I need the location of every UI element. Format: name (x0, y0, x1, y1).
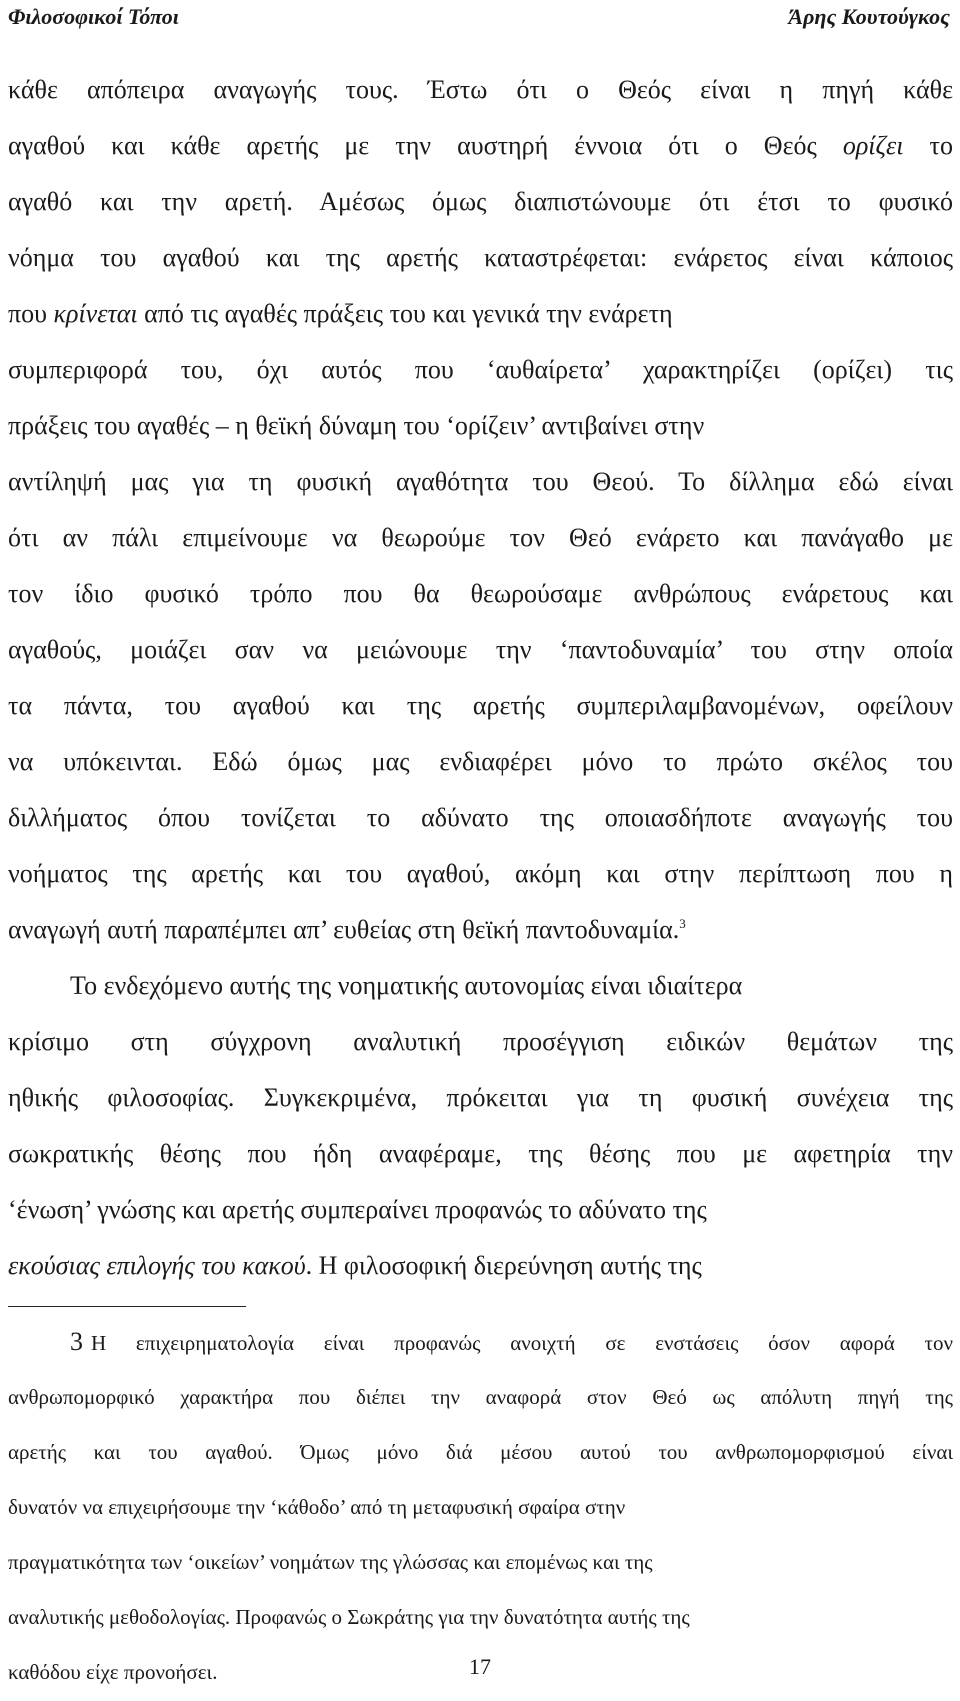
text-line: αγαθό και την αρετή. Αμέσως όμως διαπιστώνουμε ότι έτσι το φυσικό (8, 187, 953, 216)
text-line: αναγωγή αυτή παραπέμπει απ’ ευθείας στη θεϊκή παντοδυναμία.$^3$ (8, 915, 686, 944)
footnote-line: καθόδου είχε προνοήσει. (8, 1660, 218, 1684)
text-line: κρίσιμο στη σύγχρονη αναλυτική προσέγγιση ειδικών θεμάτων της (8, 1027, 953, 1056)
text-line: αγαθού και κάθε αρετής με την αυστηρή έννοια ότι ο Θεός ορίζει το (8, 131, 953, 160)
body-text (8, 62, 953, 1294)
text-line: σωκρατικής θέσης που ήδη αναφέραμε, της θέσης που με αφετηρία την (8, 1139, 953, 1168)
footnotes (8, 1316, 953, 1701)
text-line: ότι αν πάλι επιμείνουμε να θεωρούμε τον Θεό ενάρετο και πανάγαθο με (8, 523, 953, 552)
text-line: να υπόκεινται. Εδώ όμως μας ενδιαφέρει μόνο το πρώτο σκέλος του (8, 747, 953, 776)
footnote-line: ανθρωπομορφικό χαρακτήρα που διέπει την αναφορά στον Θεό ως απόλυτη πηγή της (8, 1385, 953, 1409)
footnote-line: πραγματικότητα των ‘οικείων’ νοημάτων της γλώσσας και επομένως και της (8, 1550, 653, 1574)
footnote-number: 3 (70, 1327, 83, 1356)
text-line: συμπεριφορά του, όχι αυτός που ‘αυθαίρετα’ χαρακτηρίζει (ορίζει) τις (8, 355, 953, 384)
text-line: που κρίνεται από τις αγαθές πράξεις του και γενικά την ενάρετη (8, 299, 673, 328)
header-journal-title: Φιλοσοφικοί Τόποι (8, 4, 179, 29)
text-line: αντίληψή μας για τη φυσική αγαθότητα του Θεού. Το δίλλημα εδώ είναι (8, 467, 953, 496)
footnote-reference[interactable]: 3 (679, 916, 686, 931)
text-line: νοήματος της αρετής και του αγαθού, ακόμη και στην περίπτωση που η (8, 859, 953, 888)
text-line: ηθικής φιλοσοφίας. Συγκεκριμένα, πρόκειται για τη φυσική συνέχεια της (8, 1083, 953, 1112)
text-line: πράξεις του αγαθές – η θεϊκή δύναμη του ‘ορίζειν’ αντιβαίνει στην (8, 411, 705, 440)
running-header (8, 4, 950, 34)
emphasis: κρίνεται (53, 299, 138, 328)
text-line: ‘ένωση’ γνώσης και αρετής συμπεραίνει προφανώς το αδύνατο της (8, 1195, 707, 1224)
footnote-line: 3 Η επιχειρηματολογία είναι προφανώς ανοιχτή σε ενστάσεις όσον αφορά τον (8, 1316, 953, 1371)
emphasis: ορίζει (842, 131, 904, 160)
page-number: 17 (469, 1654, 491, 1679)
text-line: εκούσιας επιλογής του κακού. Η φιλοσοφική διερεύνηση αυτής της (8, 1251, 702, 1280)
text-line: τα πάντα, του αγαθού και της αρετής συμπεριλαμβανομένων, οφείλουν (8, 691, 953, 720)
footnote-line: αναλυτικής μεθοδολογίας. Προφανώς ο Σωκράτης για την δυνατότητα αυτής της (8, 1605, 690, 1629)
text-line: κάθε απόπειρα αναγωγής τους. Έστω ότι ο Θεός είναι η πηγή κάθε (8, 75, 953, 104)
footnote-separator (8, 1306, 246, 1307)
emphasis: εκούσιας επιλογής του κακού (8, 1251, 306, 1280)
header-author: Άρης Κουτούγκος (788, 4, 950, 29)
footnote-line: αρετής και του αγαθού. Όμως μόνο διά μέσου αυτού του ανθρωπομορφισμού είναι (8, 1440, 953, 1464)
text-line: νόημα του αγαθού και της αρετής καταστρέφεται: ενάρετος είναι κάποιος (8, 243, 953, 272)
paragraph-start-line: Το ενδεχόμενο αυτής της νοηματικής αυτονομίας είναι ιδιαίτερα (70, 971, 743, 1000)
text-line: διλλήματος όπου τονίζεται το αδύνατο της οποιασδήποτε αναγωγής του (8, 803, 953, 832)
footnote-line: δυνατόν να επιχειρήσουμε την ‘κάθοδο’ από τη μεταφυσική σφαίρα στην (8, 1495, 626, 1519)
text-line: τον ίδιο φυσικό τρόπο που θα θεωρούσαμε ανθρώπους ενάρετους και (8, 579, 953, 608)
text-line: αγαθούς, μοιάζει σαν να μειώνουμε την ‘παντοδυναμία’ του στην οποία (8, 635, 953, 664)
